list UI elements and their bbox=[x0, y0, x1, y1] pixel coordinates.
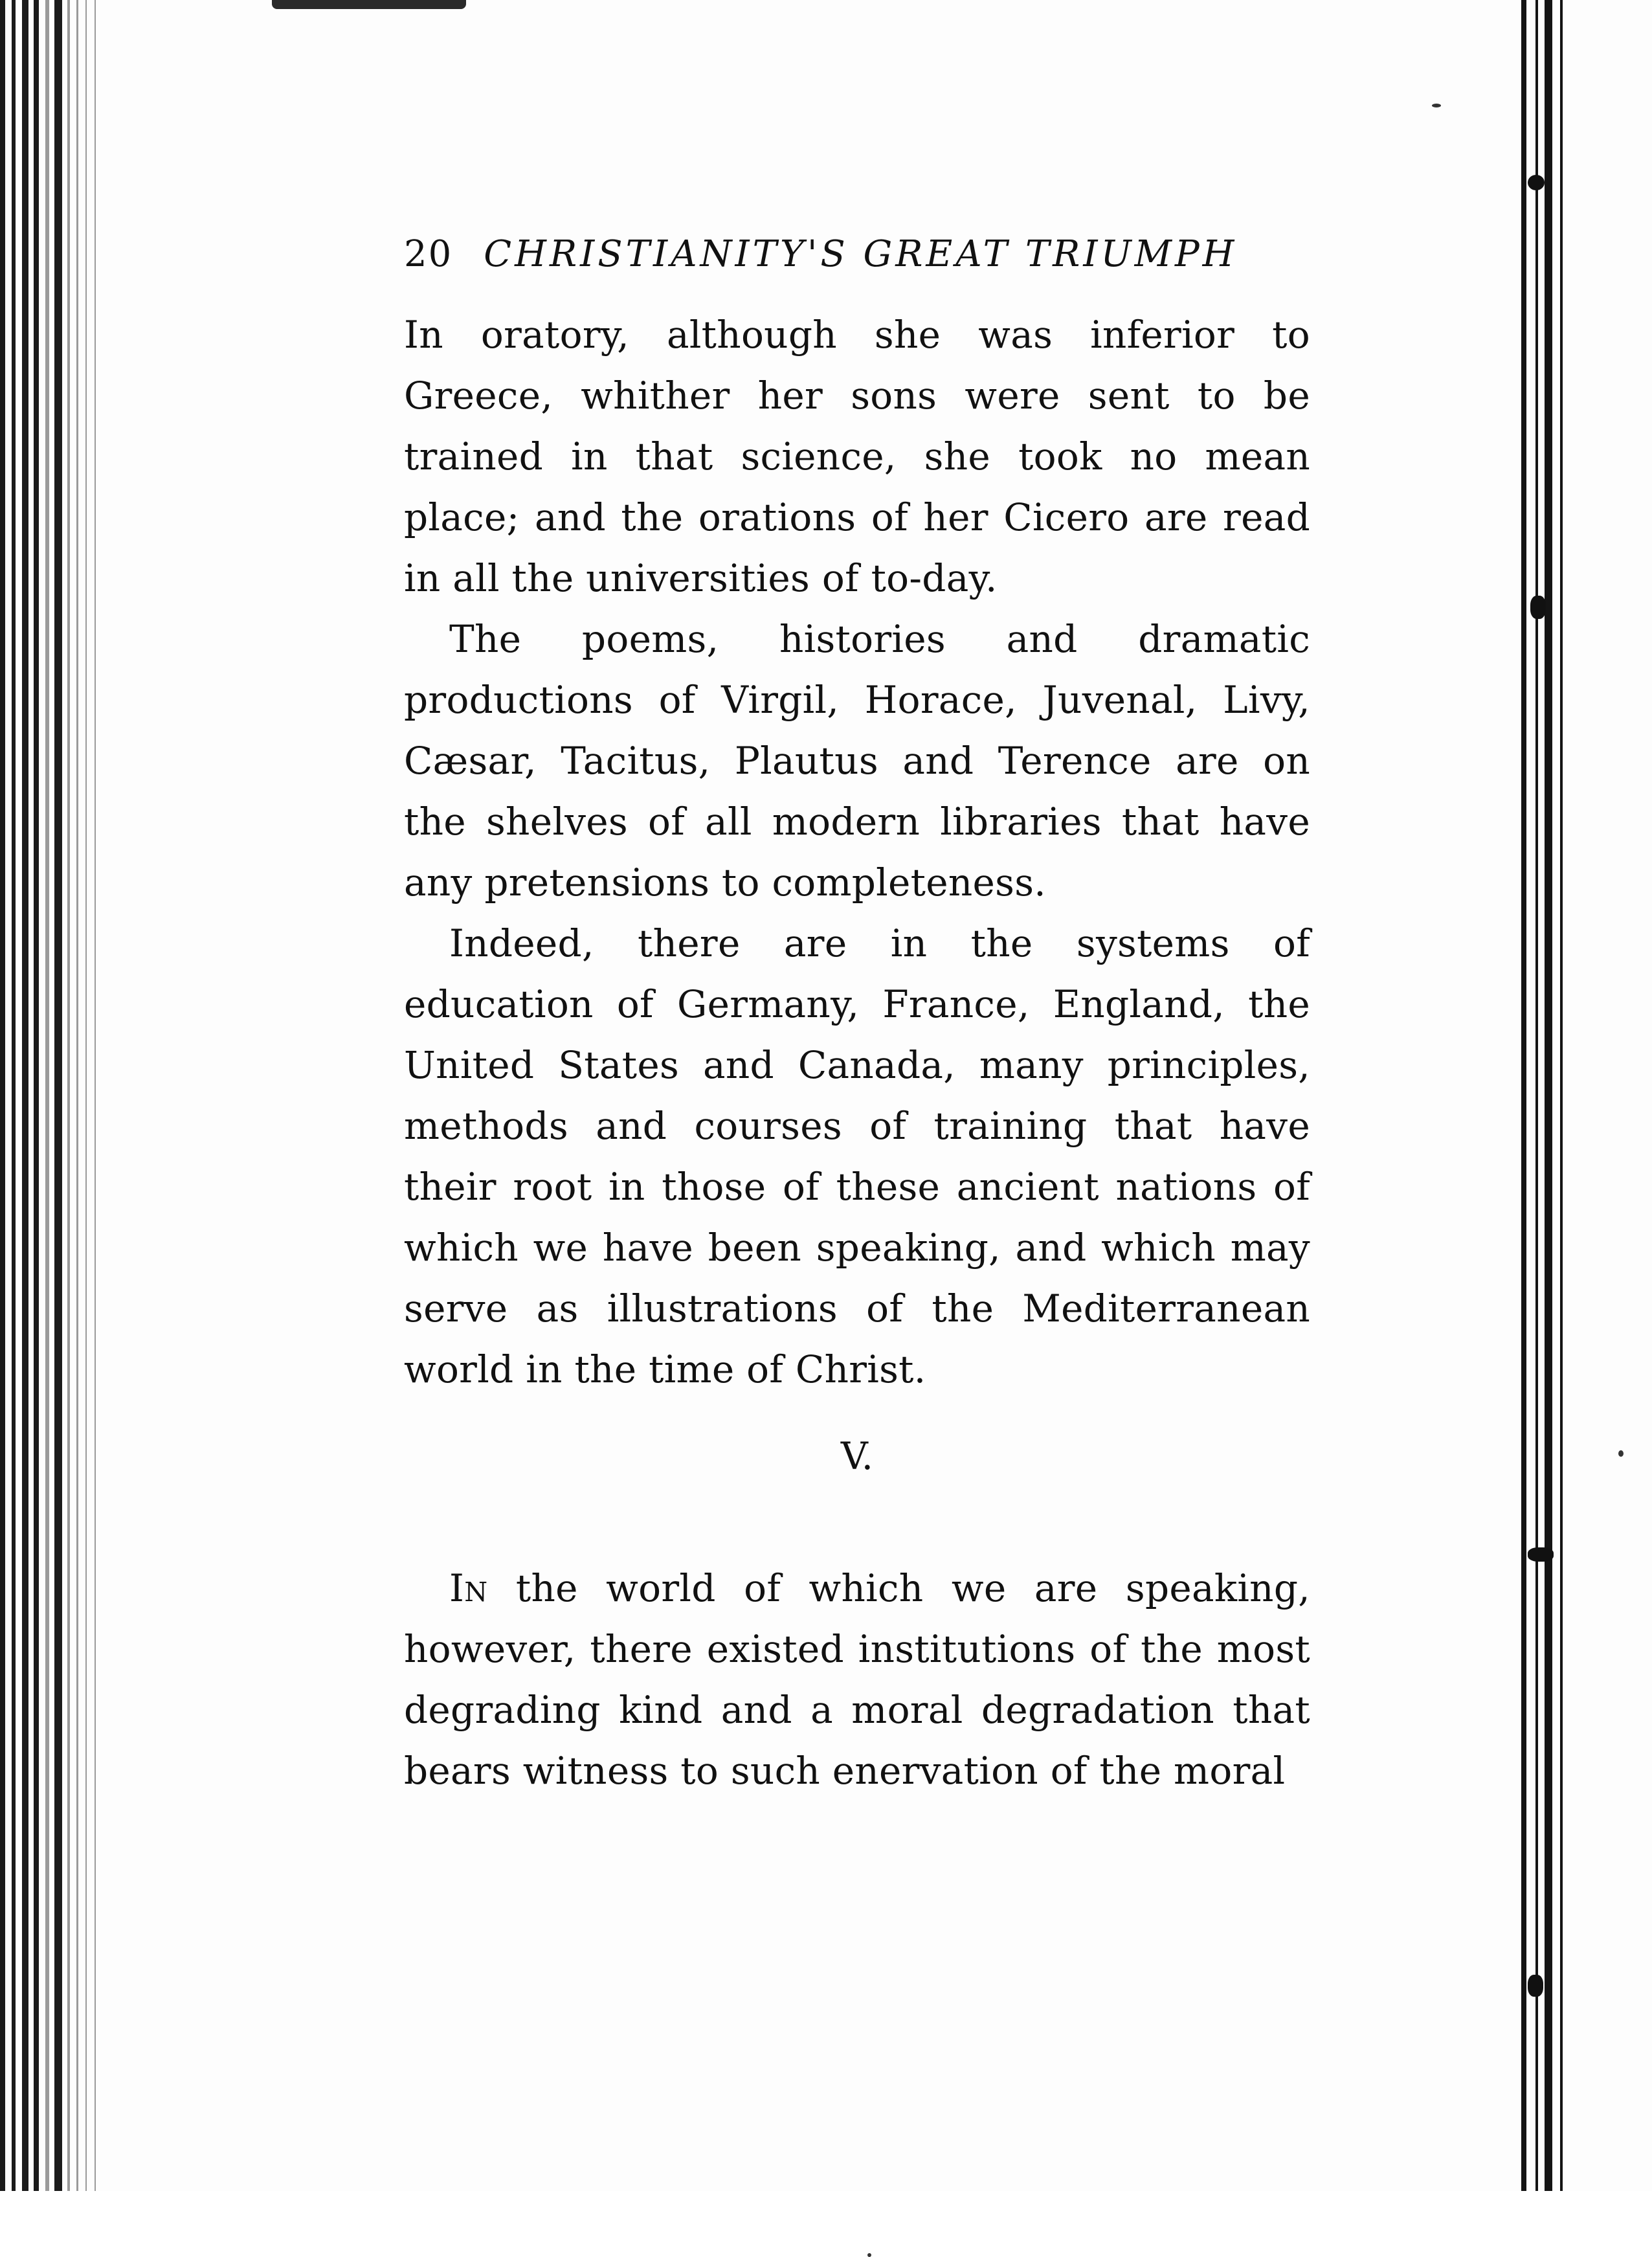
paragraph-poems: The poems, histories and dramatic productions of Virgil, Horace, Juvenal, Livy, Cæsar, Tacitus, Plautus and Terence are on the shelves of all modern libraries that have any pretensions to completeness. bbox=[404, 617, 1310, 904]
right-binding-edge bbox=[1508, 0, 1652, 2191]
paragraph-oratory: In oratory, although she was inferior to Greece, whither her sons were sent to be trained in that science, she took no mean place; and the orations of her Cicero are read in all the universities of to-day. bbox=[404, 313, 1310, 600]
paragraph-degradation-text: the world of which we are speaking, however, there existed institutions of the most degrading kind and a moral degradation that bears witness to such enervation of the moral bbox=[404, 1566, 1310, 1793]
scan-smudge bbox=[272, 0, 466, 9]
section-numeral: V. bbox=[840, 1434, 874, 1478]
scan-speck bbox=[1432, 104, 1441, 107]
running-head bbox=[404, 233, 1310, 304]
left-binding-edge bbox=[0, 0, 104, 2191]
paragraph-degradation bbox=[404, 1558, 1310, 1801]
paragraph-education: Indeed, there are in the systems of education of Germany, France, England, the United States and Canada, many principles, methods and courses of training that have their root in those of these ancient nations of which we have been speaking, and which may serve as illustrations of the Mediterranean world in the time of Christ. bbox=[404, 921, 1310, 1391]
scan-speck bbox=[1618, 1450, 1624, 1457]
book-title: CHRISTIANITY'S GREAT TRIUMPH bbox=[484, 233, 1238, 275]
page-number: 20 bbox=[404, 233, 453, 275]
scan-speck bbox=[867, 2253, 871, 2257]
book-page bbox=[404, 233, 1310, 1801]
paragraph-lead-word: In bbox=[449, 1566, 488, 1610]
